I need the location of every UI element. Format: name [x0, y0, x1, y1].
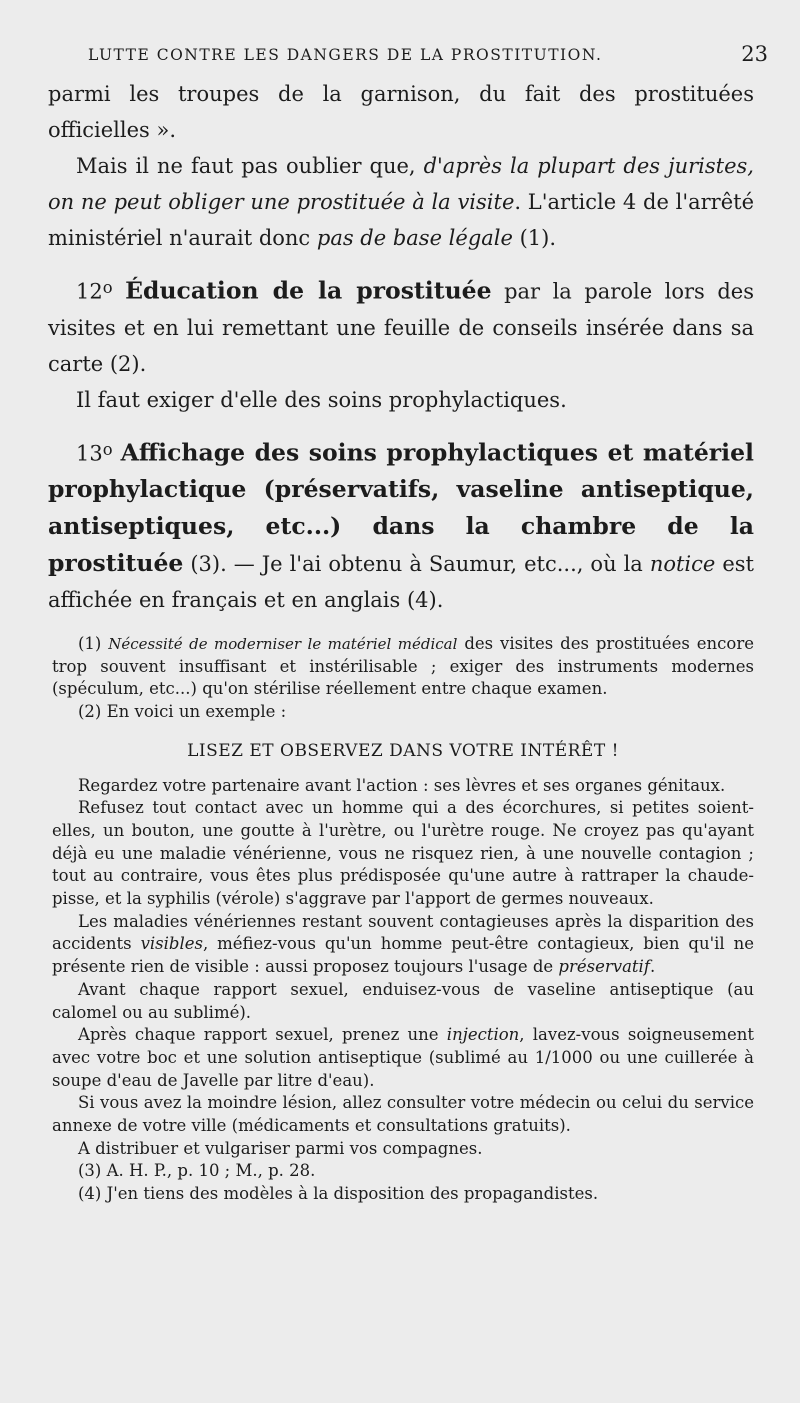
- advice-7: A distribuer et vulgariser parmi vos compagnes.: [78, 1138, 483, 1158]
- p2-footnote-ref: (1).: [512, 226, 557, 250]
- advice-3-italic-2: préservatif: [558, 957, 650, 977]
- paragraph-5: [48, 432, 754, 619]
- advice-5-italic: injection: [446, 1025, 520, 1045]
- footnote-3: (3) A. H. P., p. 10 ; M., p. 28.: [78, 1161, 316, 1181]
- paragraph-1: [48, 76, 754, 148]
- item-13-heading: Affichage des soins prophylactiques et matériel prophylactique (préservatifs, vaseline antiseptique, antiseptiques, etc...) dans la chambre de la prostituée: [48, 438, 754, 578]
- footnote-1: [52, 633, 754, 701]
- footnote-1-number: (1): [78, 634, 109, 653]
- item-number-12: 12: [76, 279, 103, 304]
- advice-2: Refusez tout contact avec un homme qui a des écorchures, si petites soient-elles, un bouton, une goutte à l'urètre, ou l'urètre rouge. Ne croyez pas qu'ayant déjà eu une maladie vénérienne, vous ne risquez rien, à une nouvelle contagion ; tout au contraire, vous êtes plus prédisposée qu'une autre à rattraper la chaude-pisse, et la syphilis (vérole) s'aggrave par l'apport de germes nouveaux.: [52, 798, 754, 909]
- p2-text-c: . L'article 4 de l'arrêté ministériel n'aurait donc: [48, 190, 754, 250]
- footnote-2: [52, 701, 754, 724]
- footnote-1-text: des visites des prostituées encore trop souvent insuffisant et instérilisable ; exiger des instruments modernes (spéculum, etc...) qu'on stérilise réellement entre chaque examen.: [52, 634, 754, 699]
- advice-5-text-b: , lavez-vous soigneusement avec votre boc et une solution antiseptique (sublimé au 1/1000 ou une cuillerée à soupe d'eau de Javelle par litre d'eau).: [52, 1025, 755, 1090]
- advice-3-text-a: Les maladies vénériennes restant souvent contagieuses après la disparition des accidents: [52, 911, 754, 954]
- advice-1: Regardez votre partenaire avant l'action : ses lèvres et ses organes génitaux.: [78, 775, 726, 795]
- item-13-text-b: est affichée en français et en anglais (4).: [48, 552, 754, 613]
- advice-3: [52, 911, 754, 979]
- advice-3-italic-1: visibles: [140, 934, 203, 954]
- p2-text-a: Mais il ne faut pas oublier que,: [76, 154, 424, 178]
- footnote-1-italic: Nécessité de moderniser le matériel médical: [108, 635, 458, 653]
- advice-6: Si vous avez la moindre lésion, allez consulter votre médecin ou celui du service annexe de votre ville (médicaments et consultations gratuits).: [52, 1093, 754, 1136]
- footnotes: [52, 633, 754, 1206]
- paragraph-3: [48, 270, 754, 382]
- main-text: [48, 76, 754, 618]
- running-header: [88, 42, 768, 68]
- item-number-13: 13: [76, 441, 103, 466]
- advice-4: Avant chaque rapport sexuel, enduisez-vous de vaseline antiseptique (au calomel ou au sublimé).: [52, 979, 754, 1022]
- item-13-italic: notice: [649, 552, 716, 577]
- advice-3-text-b: , méfiez-vous qu'un homme peut-être contagieux, bien qu'il ne présente rien de visible : aussi proposez toujours l'usage de: [52, 934, 754, 977]
- page-number: 23: [741, 42, 768, 66]
- running-title: LUTTE CONTRE LES DANGERS DE LA PROSTITUTION.: [88, 46, 603, 64]
- p2-italic-1: d'après la plupart des juristes, on ne peut obliger une prostituée à la visite: [48, 154, 754, 214]
- p2-italic-2: pas de base légale: [316, 226, 513, 250]
- advice-title: LISEZ ET OBSERVEZ DANS VOTRE INTÉRÊT !: [187, 740, 619, 761]
- paragraph-2: [48, 148, 754, 256]
- footnote-4: (4) J'en tiens des modèles à la disposition des propagandistes.: [78, 1184, 599, 1204]
- advice-3-text-c: .: [649, 957, 656, 977]
- item-12-heading: Éducation de la prostituée: [125, 276, 492, 305]
- advice-5: [52, 1024, 754, 1092]
- item-number-13-sup: o: [102, 439, 113, 459]
- paragraph-4: [48, 382, 754, 418]
- paragraph-1-text: parmi les troupes de la garnison, du fait des prostituées officielles ».: [48, 82, 754, 142]
- item-number-12-sup: o: [102, 278, 113, 297]
- item-13-text-a: (3). — Je l'ai obtenu à Saumur, etc..., où la: [183, 552, 650, 577]
- item-12-text: par la parole lors des visites et en lui remettant une feuille de conseils insérée dans sa carte (2).: [48, 279, 754, 376]
- advice-5-text-a: Après chaque rapport sexuel, prenez une: [78, 1025, 447, 1045]
- paragraph-4-text: Il faut exiger d'elle des soins prophylactiques.: [76, 387, 567, 412]
- footnote-2-text: (2) En voici un exemple :: [78, 702, 287, 722]
